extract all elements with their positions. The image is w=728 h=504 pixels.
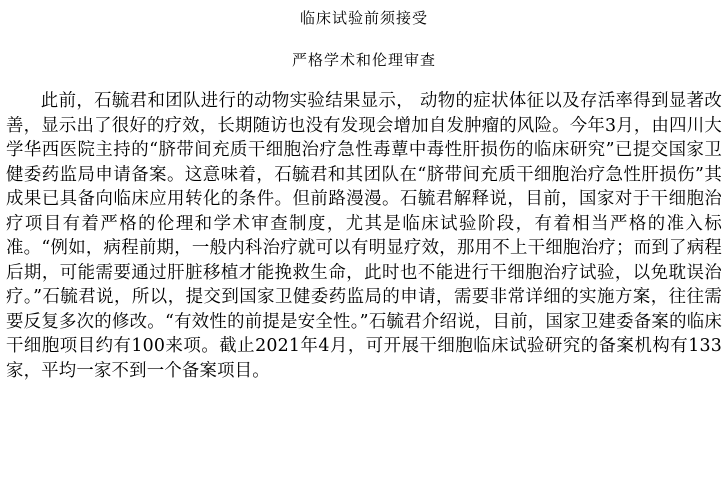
article-body-paragraph: 此前，石毓君和团队进行的动物实验结果显示， 动物的症状体征以及存活率得到显著改善，显示出了很好的疗效，长期随访也没有发现会增加自发肿瘤的风险。今年3月，由四川大学华西医院主持的“脐带间充质干细胞治疗急性毒蕈中毒性肝损伤的临床研究”已提交国家卫健委药监局申请备案。这意味着，石毓君和其团队在“脐带间充质干细胞治疗急性肝损伤”其成果已具备向临床应用转化的条件。但前路漫漫。石毓君解释说，目前，国家对于干细胞治疗项目有着严格的伦理和学术审查制度，尤其是临床试验阶段，有着相当严格的准入标准。“例如，病程前期，一般内科治疗就可以有明显疗效，那用不上干细胞治疗；而到了病程后期，可能需要通过肝脏移植才能挽救生命，此时也不能进行干细胞治疗试验，以免耽误治疗。”石毓君说，所以，提交到国家卫健委药监局的申请，需要非常详细的实施方案，往往需要反复多次的修改。“有效性的前提是安全性。”石毓君介绍说，目前，国家卫建委备案的临床干细胞项目约有100来项。截止2021年4月，可开展干细胞临床试验研究的备案机构有133家，平均一家不到一个备案项目。	[6, 91, 722, 381]
article-heading-line-1: 临床试验前须接受	[299, 9, 428, 27]
article	[6, 6, 722, 383]
article-heading-line-2: 严格学术和伦理审查	[291, 51, 436, 69]
